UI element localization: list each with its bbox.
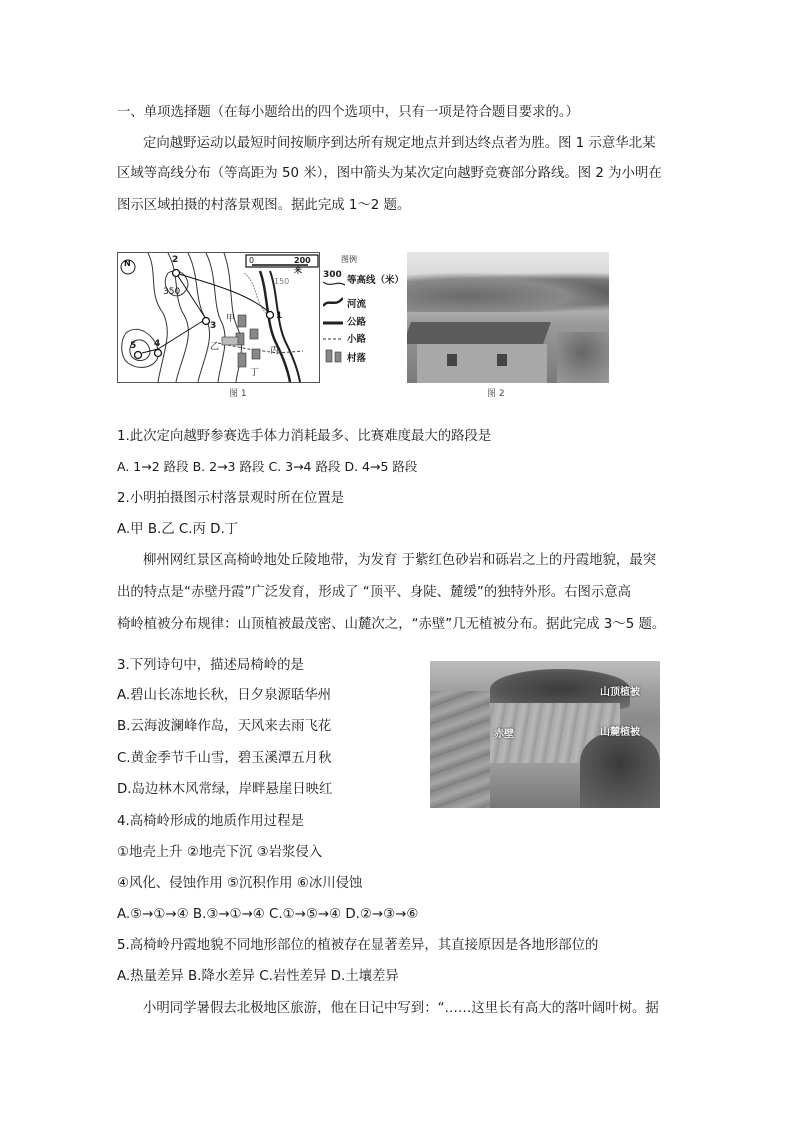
route-arrow — [176, 273, 206, 319]
checkpoint-label-1: 1 — [276, 311, 283, 321]
red-cliff-label: 赤壁 — [494, 729, 514, 740]
passage2-line-2: 出的特点是“赤壁丹霞”广泛发育，形成了 “顶平、身陡、麓缓”的独特外形。右图示意高 — [117, 585, 632, 600]
legend-contour-value: 300 — [323, 270, 342, 280]
checkpoint-2 — [173, 270, 180, 277]
map-legend — [323, 252, 403, 382]
place-label-bing: 丙 — [270, 346, 280, 356]
checkpoint-label-5: 5 — [130, 341, 137, 351]
route-arrow — [158, 319, 206, 349]
passage1-line-1: 定向越野运动以最短时间按顺序到达所有规定地点并到达终点者为胜。图 1 示意华北某 — [143, 136, 656, 151]
q3-option-b: B.云海波澜峰作岛，天风来去雨飞花 — [117, 719, 332, 734]
q5-options: A.热量差异 B.降水差异 C.岩性差异 D.土壤差异 — [117, 969, 399, 984]
legend-road-label: 公路 — [347, 317, 367, 328]
passage2-line-1: 柳州网红景区高椅岭地处丘陵地带，为发育 于紫红色砂岩和砾岩之上的丹霞地貌，最突 — [143, 553, 657, 568]
contour-label-350: 350 — [163, 287, 181, 297]
house-window — [497, 354, 507, 366]
passage2-line-3: 椅岭植被分布规律：山顶植被最茂密、山麓次之，“赤壁”几无植被分布。据此完成 3～5 题。 — [117, 617, 666, 632]
contour-line — [148, 253, 167, 382]
q3-stem: 3.下列诗句中，描述局椅岭的是 — [117, 658, 304, 673]
q5-stem: 5.高椅岭丹霞地貌不同地形部位的植被存在显著差异，其直接原因是各地形部位的 — [117, 938, 599, 953]
shrubs-area — [557, 332, 609, 383]
figure2-caption: 图 2 — [487, 389, 505, 399]
section-heading: 一、单项选择题（在每小题给出的四个选项中，只有一项是符合题目要求的。） — [117, 105, 579, 120]
legend-path-icon — [323, 336, 343, 342]
house-window — [447, 354, 457, 366]
village-block — [252, 349, 260, 359]
legend-river-label: 河流 — [347, 299, 367, 310]
legend-road-icon — [323, 320, 343, 326]
checkpoint-1 — [267, 312, 274, 319]
village-block — [250, 329, 258, 339]
village-block — [238, 315, 246, 327]
scale-start-label: 0 — [249, 256, 255, 265]
route-arrow — [176, 273, 270, 313]
left-slope — [430, 691, 490, 808]
contour-line — [122, 329, 159, 367]
checkpoint-label-2: 2 — [172, 255, 179, 265]
trees-area — [407, 272, 609, 312]
checkpoint-label-3: 3 — [210, 321, 217, 331]
q1-stem: 1.此次定向越野参赛选手体力消耗最多、比赛难度最大的路段是 — [117, 429, 492, 444]
village-photo — [407, 252, 609, 383]
q2-stem: 2.小明拍摄图示村落景观时所在位置是 — [117, 491, 345, 506]
summit-vegetation-label: 山顶植被 — [600, 687, 640, 698]
q4-items-line-2: ④风化、侵蚀作用 ⑤沉积作用 ⑥冰川侵蚀 — [117, 876, 363, 891]
village-block — [238, 353, 246, 367]
scale-end-label: 200 米 — [294, 256, 311, 275]
q2-options: A.甲 B.乙 C.丙 D.丁 — [117, 522, 239, 537]
legend-contour-icon — [323, 280, 345, 288]
roof-shape — [407, 322, 551, 344]
legend-village-icon — [325, 348, 343, 364]
passage3-line-1: 小明同学暑假去北极地区旅游，他在日记中写到：“……这里长有高大的落叶阔叶树。据 — [143, 1001, 659, 1016]
q3-option-c: C.黄金季节千山雪，碧玉溪潭五月秋 — [117, 751, 332, 766]
place-label-jia: 甲 — [226, 314, 236, 324]
checkpoint-4 — [155, 350, 162, 357]
contour-label-150: 150 — [274, 277, 290, 286]
passage1-line-3: 图示区域拍摄的村落景观图。据此完成 1～2 题。 — [117, 198, 411, 213]
checkpoint-label-4: 4 — [154, 339, 161, 349]
foothill-vegetation — [580, 733, 660, 808]
north-label: N — [124, 259, 131, 268]
q4-stem: 4.高椅岭形成的地质作用过程是 — [117, 814, 304, 829]
figure1-caption: 图 1 — [229, 389, 247, 399]
contour-line — [206, 253, 225, 382]
q3-option-a: A.碧山长冻地长秋，日夕泉源聒华州 — [117, 688, 332, 703]
house-wall — [417, 344, 547, 383]
q3-option-d: D.岛边林木风常绿，岸畔悬崖日映红 — [117, 782, 333, 797]
village-block — [222, 337, 238, 345]
passage1-line-2: 区域等高线分布（等高距为 50 米），图中箭头为某次定向越野竞赛部分路线。图 2 为小明在 — [117, 166, 662, 181]
place-label-ding: 丁 — [250, 368, 260, 378]
checkpoint-5 — [135, 352, 142, 359]
legend-title: 图例 — [341, 255, 357, 264]
legend-village-label: 村落 — [347, 353, 367, 364]
foothill-vegetation-label: 山麓植被 — [600, 727, 640, 738]
place-label-yi: 乙 — [210, 342, 220, 352]
danxia-photo — [430, 661, 660, 808]
q1-options: A. 1→2 路段 B. 2→3 路段 C. 3→4 路段 D. 4→5 路段 — [117, 459, 418, 474]
q4-options: A.⑤→①→④ B.③→①→④ C.①→⑤→④ D.②→③→⑥ — [117, 907, 419, 922]
legend-river-icon — [323, 296, 343, 308]
contour-map-svg — [118, 253, 319, 382]
legend-path-label: 小路 — [347, 334, 367, 345]
q4-items-line-1: ①地壳上升 ②地壳下沉 ③岩浆侵入 — [117, 845, 323, 860]
checkpoint-3 — [203, 318, 210, 325]
contour-map-figure — [117, 252, 320, 383]
legend-contour-label: 等高线（米） — [347, 275, 405, 286]
